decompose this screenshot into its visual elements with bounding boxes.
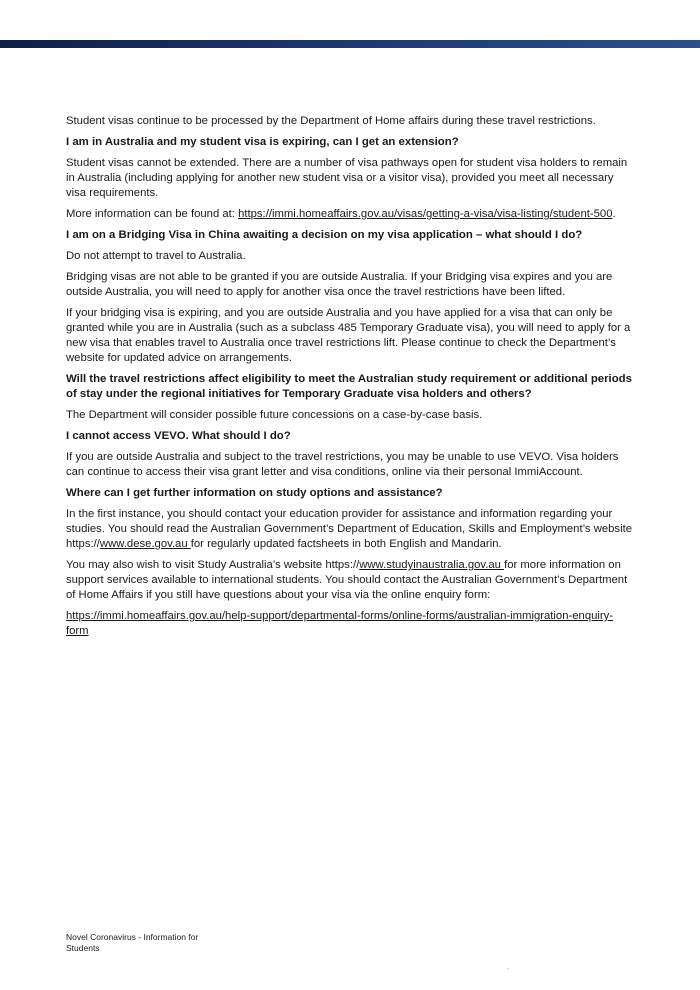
dese-website-link[interactable]: www.dese.gov.au	[99, 538, 191, 550]
dese-text-before: In the first instance, you should contact your education provider for assistance and information regarding your studies. You should read the Australian Government’s Department of Education, Skills and Employment’s website https://	[66, 508, 633, 550]
study-australia-text-before: You may also wish to visit Study Australia’s website https://	[66, 559, 360, 571]
enquiry-form-paragraph	[66, 609, 632, 639]
answer-bridging-paragraph-2: Bridging visas are not able to be granted if you are outside Australia. If your Bridging visa expires and you are outside Australia, you will need to apply for another visa once the travel restrictions have been lifted.	[66, 271, 613, 298]
footer-line-2: Students	[66, 942, 100, 953]
page-mark-dot: -	[507, 966, 509, 972]
enquiry-form-link[interactable]: https://immi.homeaffairs.gov.au/help-support/departmental-forms/online-forms/australian-immigration-enquiry-form	[66, 610, 614, 637]
answer-further-information-paragraph-2	[66, 558, 632, 603]
page-footer	[66, 932, 236, 953]
footer-line-1: Novel Coronavirus - Information for	[66, 932, 199, 942]
student-visa-link[interactable]: https://immi.homeaffairs.gov.au/visas/getting-a-visa/visa-listing/student-500	[238, 208, 613, 220]
study-australia-link[interactable]: www.studyinaustralia.gov.au	[359, 559, 505, 571]
answer-bridging-paragraph-1: Do not attempt to travel to Australia.	[66, 250, 246, 262]
question-extension-heading: I am in Australia and my student visa is expiring, can I get an extension?	[66, 136, 459, 148]
header-band	[0, 40, 700, 48]
more-information-label: More information can be found at:	[66, 208, 239, 220]
question-eligibility-heading: Will the travel restrictions affect eligibility to meet the Australian study requirement or additional periods of stay under the regional initiatives for Temporary Graduate visa holders and others?	[66, 373, 632, 400]
answer-bridging-paragraph-3: If your bridging visa is expiring, and you are outside Australia and you have applied for a visa that can only be granted while you are in Australia (such as a subclass 485 Temporary Graduate visa), you will need to apply for a new visa that enables travel to Australia once travel restrictions lift. Please continue to check the Department’s website for updated advice on arrangements.	[66, 307, 631, 364]
question-further-information-heading: Where can I get further information on study options and assistance?	[66, 487, 443, 499]
question-vevo-heading: I cannot access VEVO. What should I do?	[66, 430, 291, 442]
answer-extension-paragraph: Student visas cannot be extended. There are a number of visa pathways open for student visa holders to remain in Australia (including applying for another new student visa or a visitor visa), provided you meet all necessary visa requirements.	[66, 157, 628, 199]
more-information-paragraph	[66, 207, 632, 222]
dese-text-after: for regularly updated factsheets in both English and Mandarin.	[190, 538, 502, 550]
answer-eligibility-paragraph: The Department will consider possible future concessions on a case-by-case basis.	[66, 409, 483, 421]
question-bridging-visa-heading: I am on a Bridging Visa in China awaiting a decision on my visa application – what should I do?	[66, 229, 583, 241]
answer-vevo-paragraph: If you are outside Australia and subject to the travel restrictions, you may be unable to use VEVO. Visa holders can continue to access their visa grant letter and visa conditions, online via their personal ImmiAccount.	[66, 451, 619, 478]
answer-further-information-paragraph-1	[66, 507, 632, 552]
intro-paragraph: Student visas continue to be processed by the Department of Home affairs during these travel restrictions.	[66, 115, 596, 127]
study-australia-text-after: for more information on support services available to international students. You should contact the Australian Government’s Department of Home Affairs if you still have questions about your visa via the online enquiry form:	[66, 559, 628, 601]
more-information-period: .	[612, 208, 616, 220]
document-body	[66, 114, 632, 645]
